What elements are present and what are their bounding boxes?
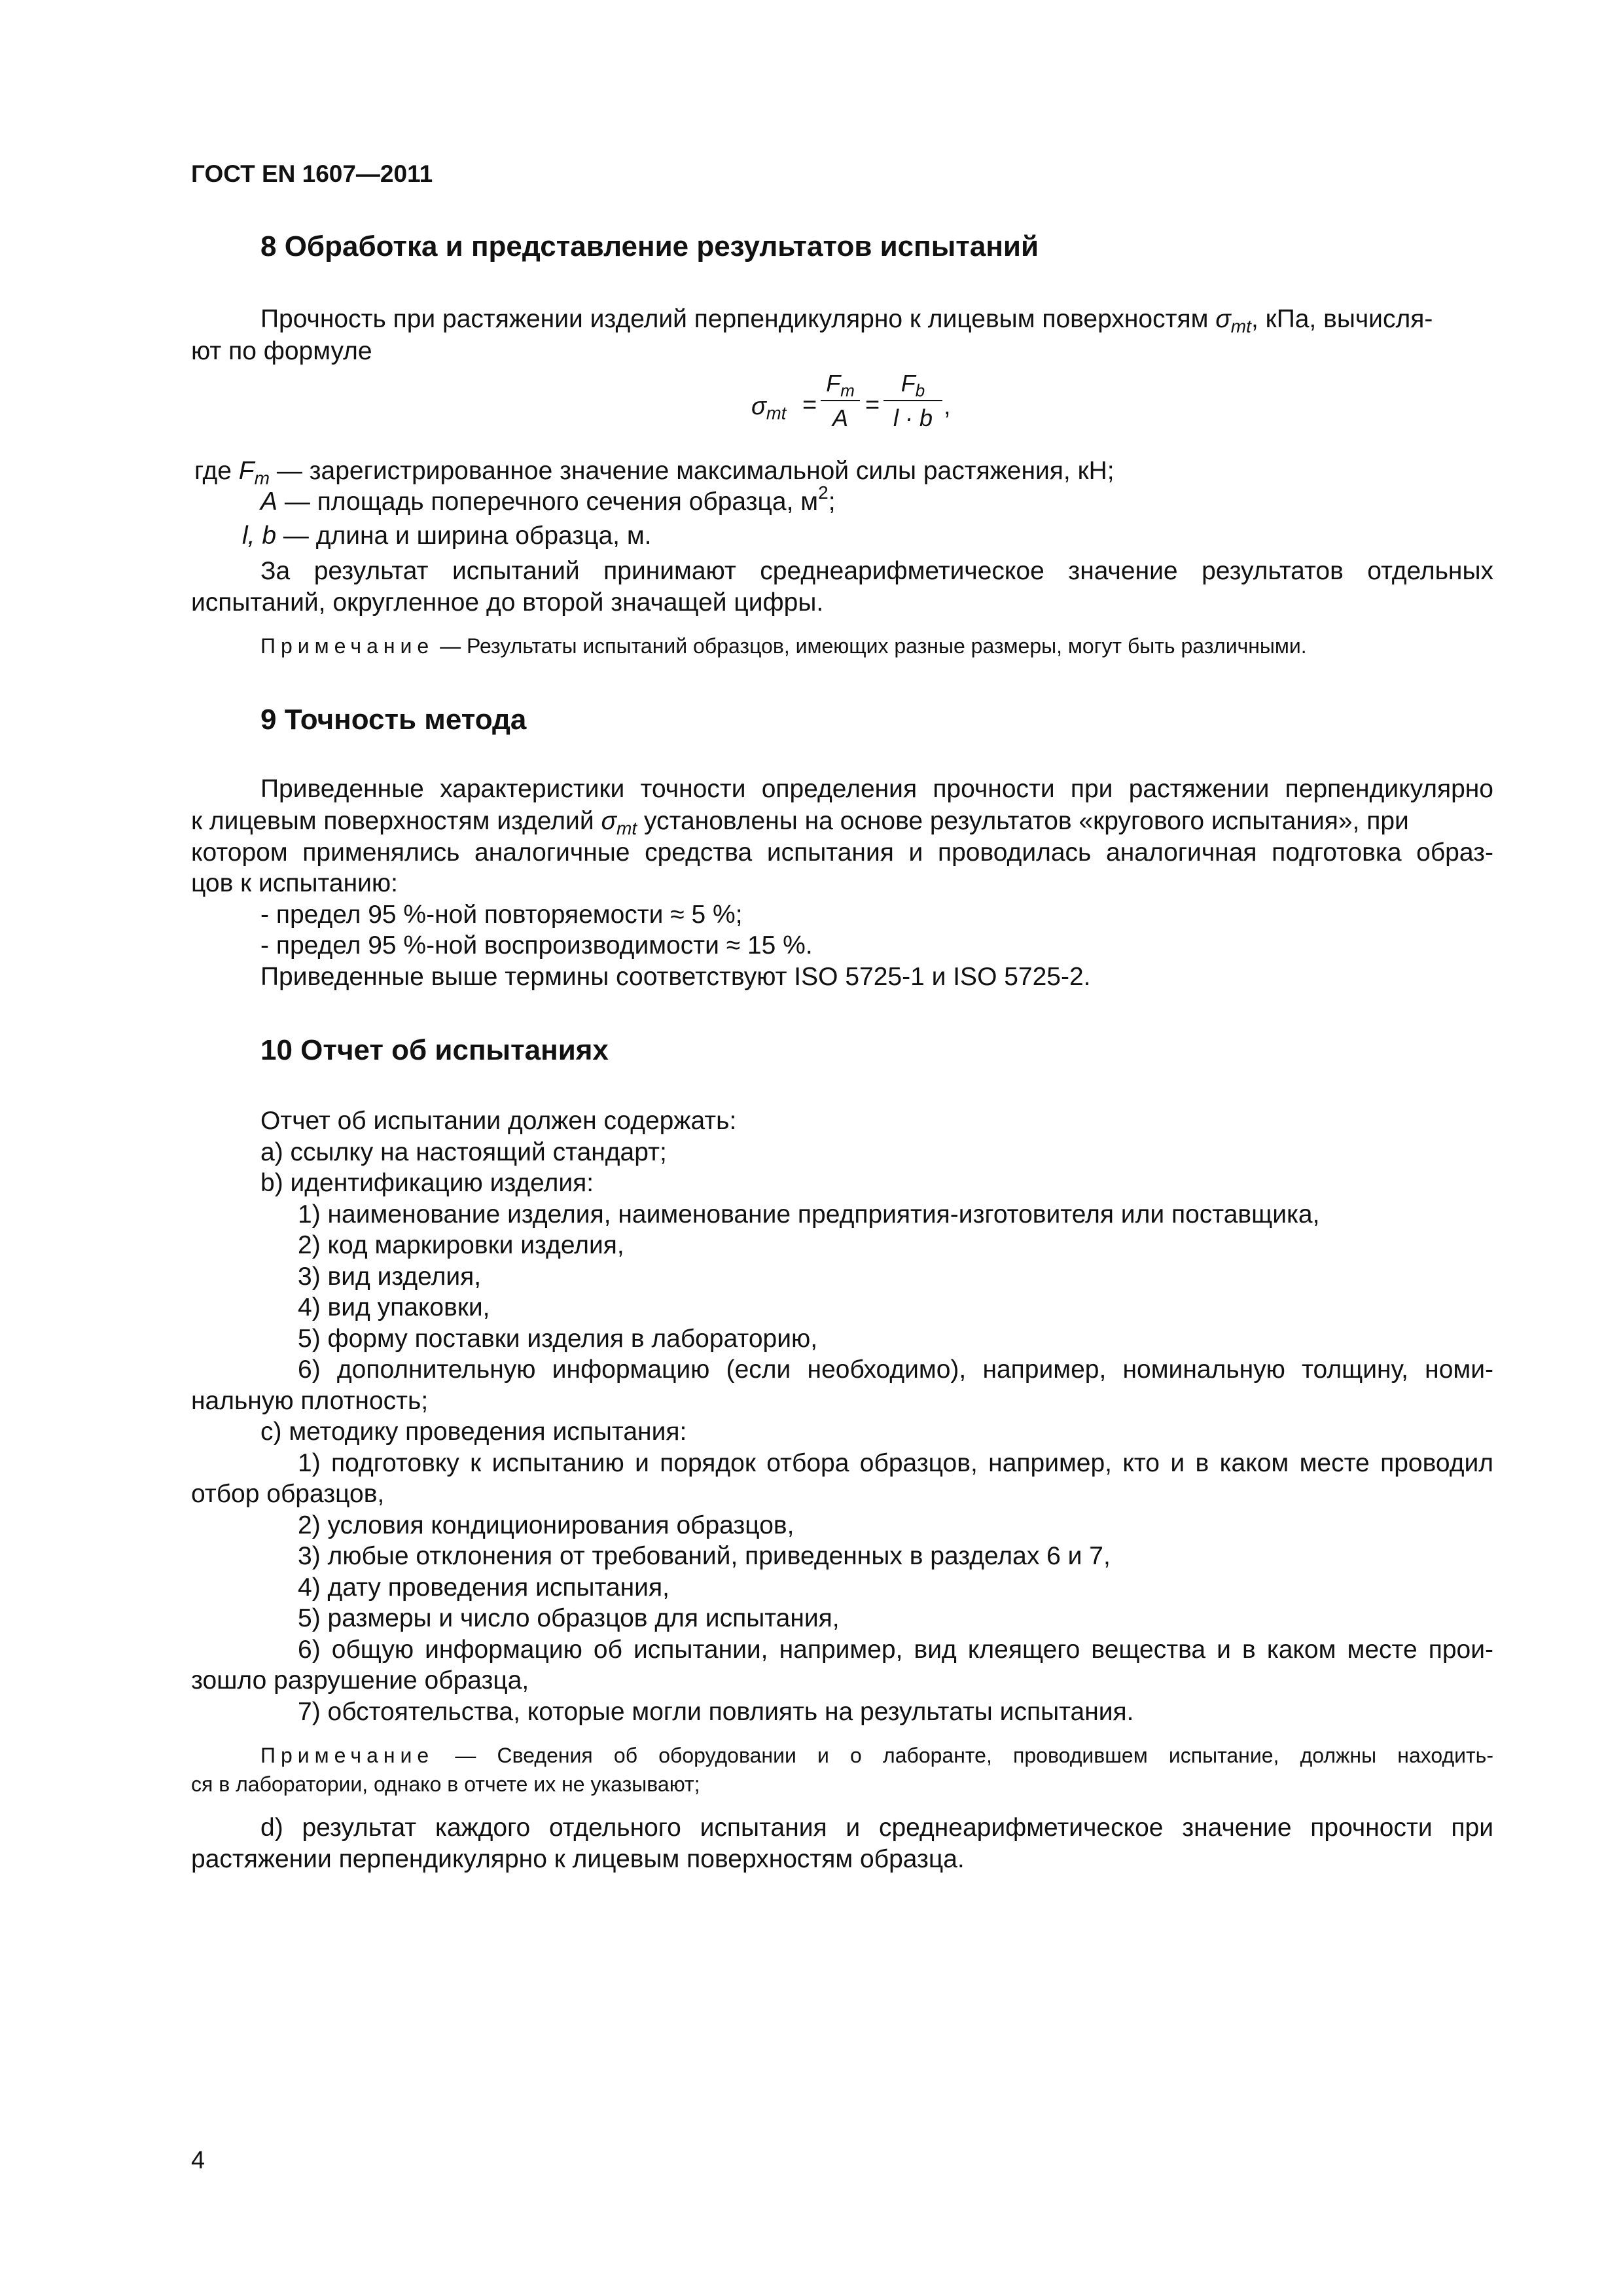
formula-lhs: $\sigma_{mt}$ [751,393,787,423]
report-item-c6-line2: зошло разрушение образца, [191,1666,529,1695]
formula-f2-line [883,400,942,401]
section-8-intro-line1: Прочность при растяжении изделий перпендикулярно к лицевым поверхностям $\sigma_{mt}$, кПа, вычисля- [260,305,1433,336]
repeatability-item: - предел 95 %-ной повторяемости ≈ 5 %; [260,901,743,929]
formula-f1-line [821,400,860,401]
section-8-note: Примечание — Результаты испытаний образцов, имеющих разные размеры, могут быть различными. [260,634,1307,658]
formula-f1-numerator: $F_m$ [826,370,855,401]
report-item-c1-line1: 1) подготовку к испытанию и порядок отбора образцов, например, кто и в каком месте проводил [298,1449,1493,1477]
formula-eq-2: = [865,391,880,419]
page-number: 4 [191,2147,205,2174]
report-item-a: a) ссылку на настоящий стандарт; [260,1138,667,1166]
section-9-p1-line2: к лицевым поверхностям изделий $\sigma_{mt}$ установлены на основе результатов «кругового испытания», при [191,807,1409,838]
section-9-p1-line1: Приведенные характеристики точности определения прочности при растяжении перпендикулярно [260,775,1493,803]
report-item-b5: 5) форму поставки изделия в лабораторию, [298,1325,818,1353]
report-item-b1: 1) наименование изделия, наименование предприятия-изготовителя или поставщика, [298,1200,1320,1229]
formula-f2-denominator: l · b [893,404,933,431]
report-item-b3: 3) вид изделия, [298,1263,482,1291]
section-10-note-line2: ся в лаборатории, однако в отчете их не указывают; [191,1772,700,1796]
report-item-d-line1: d) результат каждого отдельного испытания и среднеарифметическое значение прочности при [260,1814,1493,1842]
formula-tail: , [944,393,951,420]
report-item-c7: 7) обстоятельства, которые могли повлиять на результаты испытания. [298,1698,1134,1726]
report-item-c: c) методику проведения испытания: [260,1418,687,1446]
result-line2: испытаний, округленное до второй значащей цифры. [191,588,824,617]
report-item-c2: 2) условия кондиционирования образцов, [298,1511,794,1539]
report-item-b6-line2: нальную плотность; [191,1387,429,1415]
section-9-heading: 9 Точность метода [260,704,527,736]
report-item-c5: 5) размеры и число образцов для испытания, [298,1604,840,1632]
report-item-c3: 3) любые отклонения от требований, приведенных в разделах 6 и 7, [298,1542,1111,1570]
section-10-note-line1: Примечание — Сведения об оборудовании и о лаборанте, проводившем испытание, должны находить- [260,1744,1493,1767]
report-item-b4: 4) вид упаковки, [298,1293,490,1321]
section-10-heading: 10 Отчет об испытаниях [260,1034,609,1066]
iso-reference: Приведенные выше термины соответствуют ISO 5725-1 и ISO 5725-2. [260,963,1091,991]
section-8-heading: 8 Обработка и представление результатов испытаний [260,230,1039,262]
reproducibility-item: - предел 95 %-ной воспроизводимости ≈ 15 %. [260,931,813,960]
definition-lb: l, b — длина и ширина образца, м. [242,522,652,550]
formula-f1-denominator: A [832,404,848,431]
formula-f2-numerator: $F_b$ [901,370,925,401]
section-8-intro-line2: ют по формуле [191,337,372,365]
report-intro: Отчет об испытании должен содержать: [260,1107,737,1135]
definition-fm: где $F_m$ — зарегистрированное значение максимальной силы растяжения, кН; [194,457,1115,488]
report-item-b2: 2) код маркировки изделия, [298,1231,624,1259]
section-9-p1-line3: котором применялись аналогичные средства испытания и проводилась аналогичная подготовка образ- [191,838,1493,867]
report-item-b: b) идентификацию изделия: [260,1169,594,1197]
report-item-b6-line1: 6) дополнительную информацию (если необходимо), например, номинальную толщину, номи- [298,1355,1493,1384]
definition-a: A — площадь поперечного сечения образца, $м^2$; [260,482,836,516]
document-code: ГОСТ EN 1607—2011 [191,160,433,187]
report-item-c4: 4) дату проведения испытания, [298,1573,669,1602]
report-item-c6-line1: 6) общую информацию об испытании, например, вид клеящего вещества и в каком месте прои- [298,1636,1493,1664]
formula-eq-1: = [802,391,817,419]
report-item-d-line2: растяжении перпендикулярно к лицевым поверхностям образца. [191,1845,965,1873]
section-9-p1-line4: цов к испытанию: [191,869,398,897]
report-item-c1-line2: отбор образцов, [191,1480,385,1508]
result-line1: За результат испытаний принимают среднеарифметическое значение результатов отдельных [260,557,1493,585]
